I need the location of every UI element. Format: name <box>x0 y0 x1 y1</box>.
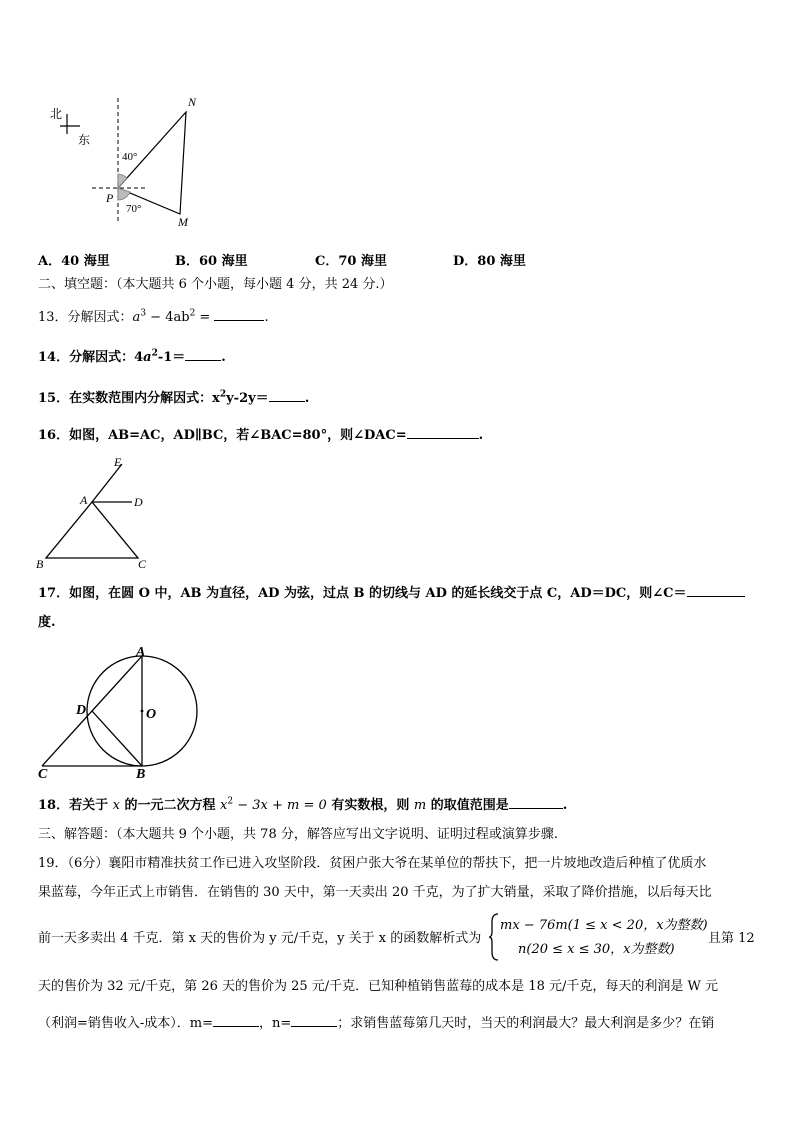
q13-exp2: 2 <box>189 308 196 319</box>
q13-prefix: 13．分解因式： <box>38 310 133 325</box>
q14-var-a: a <box>143 350 152 365</box>
q13-exp1: 3 <box>140 308 147 319</box>
q15-exp: 2 <box>219 389 227 400</box>
q19-line5b: ，n= <box>259 1016 292 1031</box>
q13-eq: = <box>195 310 215 325</box>
segment-db <box>92 711 142 766</box>
question-16 <box>38 426 483 445</box>
q19-line4: 天的售价为 32 元/千克，第 26 天的售价为 25 元/千克．已知种植销售蓝莓的成本是 18 元/千克，每天的利润是 W 元 <box>38 979 718 994</box>
q14-rest: -1＝ <box>157 350 186 365</box>
section-3-heading: 三、解答题：（本大题共 9 个小题，共 78 分，解答应写出文字说明、证明过程或演算步骤. <box>38 827 558 842</box>
compass-north-label: 北 <box>50 107 63 121</box>
ray-ae <box>92 464 122 502</box>
q18-p4: 的取值范围是 <box>426 798 509 813</box>
piecewise-function <box>488 912 708 962</box>
q19-line5a: （利润=销售收入-成本）．m= <box>38 1016 214 1031</box>
q18-end: . <box>562 798 568 813</box>
question-15 <box>38 389 309 408</box>
q15-var-x: x <box>212 391 220 406</box>
point-o-label: O <box>146 707 157 722</box>
triangle-pnm <box>118 112 186 214</box>
q13-answer-blank[interactable] <box>214 308 264 321</box>
q19-line2: 果蓝莓，今年正式上市销售．在销售的 30 天中，第一天卖出 20 千克，为了扩大销量，采取了降价措施，以后每天比 <box>38 885 712 900</box>
q13-math-a: a <box>132 310 141 325</box>
q15-rest: y-2y＝ <box>226 391 269 406</box>
q16-text: 16．如图，AB=AC，AD∥BC，若∠BAC=80°，则∠DAC= <box>38 428 407 443</box>
point-m-label: M <box>178 215 188 229</box>
point-b-label: B <box>136 767 146 780</box>
point-b-label: B <box>36 557 44 571</box>
section-2-heading: 二、填空题：（本大题共 6 个小题，每小题 4 分，共 24 分.） <box>38 277 393 292</box>
angle-40-arc <box>118 174 127 188</box>
triangle-abc <box>46 502 138 558</box>
q15-end: . <box>304 391 310 406</box>
q19-line3b: 且第 12 <box>708 931 755 946</box>
point-e-label: E <box>114 455 122 469</box>
q13-end: . <box>264 310 269 325</box>
point-c-label: C <box>138 557 147 571</box>
q19-line3a: 前一天多卖出 4 千克．第 x 天的售价为 y 元/千克，y 关于 x 的函数解析式为 <box>38 931 482 946</box>
q19-line1: 19．（6分）襄阳市精准扶贫工作已进入攻坚阶段．贫困户张大爷在某单位的帮扶下，把一片坡地改造后种植了优质水 <box>38 856 707 871</box>
q18-answer-blank[interactable] <box>509 796 563 809</box>
point-a-label: A <box>136 645 146 660</box>
q18-eq-x: x <box>220 798 228 813</box>
q17-figure <box>34 640 204 780</box>
q14-end: . <box>221 350 226 365</box>
point-p-label: P <box>106 191 114 205</box>
q15-prefix: 15．在实数范围内分解因式： <box>38 391 213 406</box>
q17-answer-blank[interactable] <box>687 584 745 597</box>
q12-choice-a: A．40 海里 <box>38 254 110 269</box>
q18-p2: 的一元二次方程 <box>119 798 221 813</box>
q14-answer-blank[interactable] <box>185 348 221 361</box>
q19-m-blank[interactable] <box>213 1014 259 1027</box>
q12-choice-d: D．80 海里 <box>453 254 526 269</box>
piecewise-case-1: mx − 76m(1 ≤ x < 20，x为整数) <box>500 918 708 933</box>
angle-70-arc <box>118 188 130 200</box>
q13-mid: − 4ab <box>146 310 190 325</box>
q14-exp: 2 <box>151 348 158 359</box>
q15-answer-blank[interactable] <box>269 389 305 402</box>
q17-text: 17．如图，在圆 O 中，AB 为直径，AD 为弦，过点 B 的切线与 AD 的延长线交于点 C，AD＝DC，则∠C＝ <box>38 586 687 601</box>
question-18 <box>38 796 567 815</box>
point-d-label: D <box>134 495 143 509</box>
q12-choice-b: B．60 海里 <box>175 254 248 269</box>
angle-70-label: 70° <box>126 203 142 215</box>
question-14 <box>38 348 226 367</box>
angle-40-label: 40° <box>122 151 138 163</box>
left-brace-icon <box>488 912 500 962</box>
question-17-line1 <box>38 584 745 603</box>
q19-n-blank[interactable] <box>291 1014 337 1027</box>
q16-answer-blank[interactable] <box>407 426 479 439</box>
center-dot <box>141 710 144 713</box>
point-n-label: N <box>188 95 197 109</box>
q16-figure <box>34 452 164 572</box>
point-d-label: D <box>76 703 87 718</box>
q19-line5c: ；求销售蓝莓第几天时，当天的利润最大？最大利润是多少？在销 <box>337 1016 715 1031</box>
q18-p1: 18．若关于 <box>38 798 113 813</box>
q12-choice-c: C．70 海里 <box>315 254 387 269</box>
q18-exp: 2 <box>227 796 234 807</box>
point-a-label: A <box>80 493 88 507</box>
question-13 <box>38 308 269 327</box>
question-17-line2: 度. <box>38 615 56 630</box>
q12-figure <box>40 92 220 232</box>
q18-p3: 有实数根，则 <box>326 798 414 813</box>
q14-prefix: 14．分解因式：4 <box>38 350 144 365</box>
q18-var-m: m <box>413 798 427 813</box>
piecewise-case-2: n(20 ≤ x ≤ 30，x为整数) <box>518 942 675 957</box>
q18-var-x: x <box>112 798 120 813</box>
q18-eq-rest: − 3x + m = 0 <box>233 798 327 813</box>
q16-end: . <box>478 428 484 443</box>
q19-line5 <box>38 1014 714 1033</box>
compass-east-label: 东 <box>78 133 91 147</box>
point-c-label: C <box>38 767 48 780</box>
